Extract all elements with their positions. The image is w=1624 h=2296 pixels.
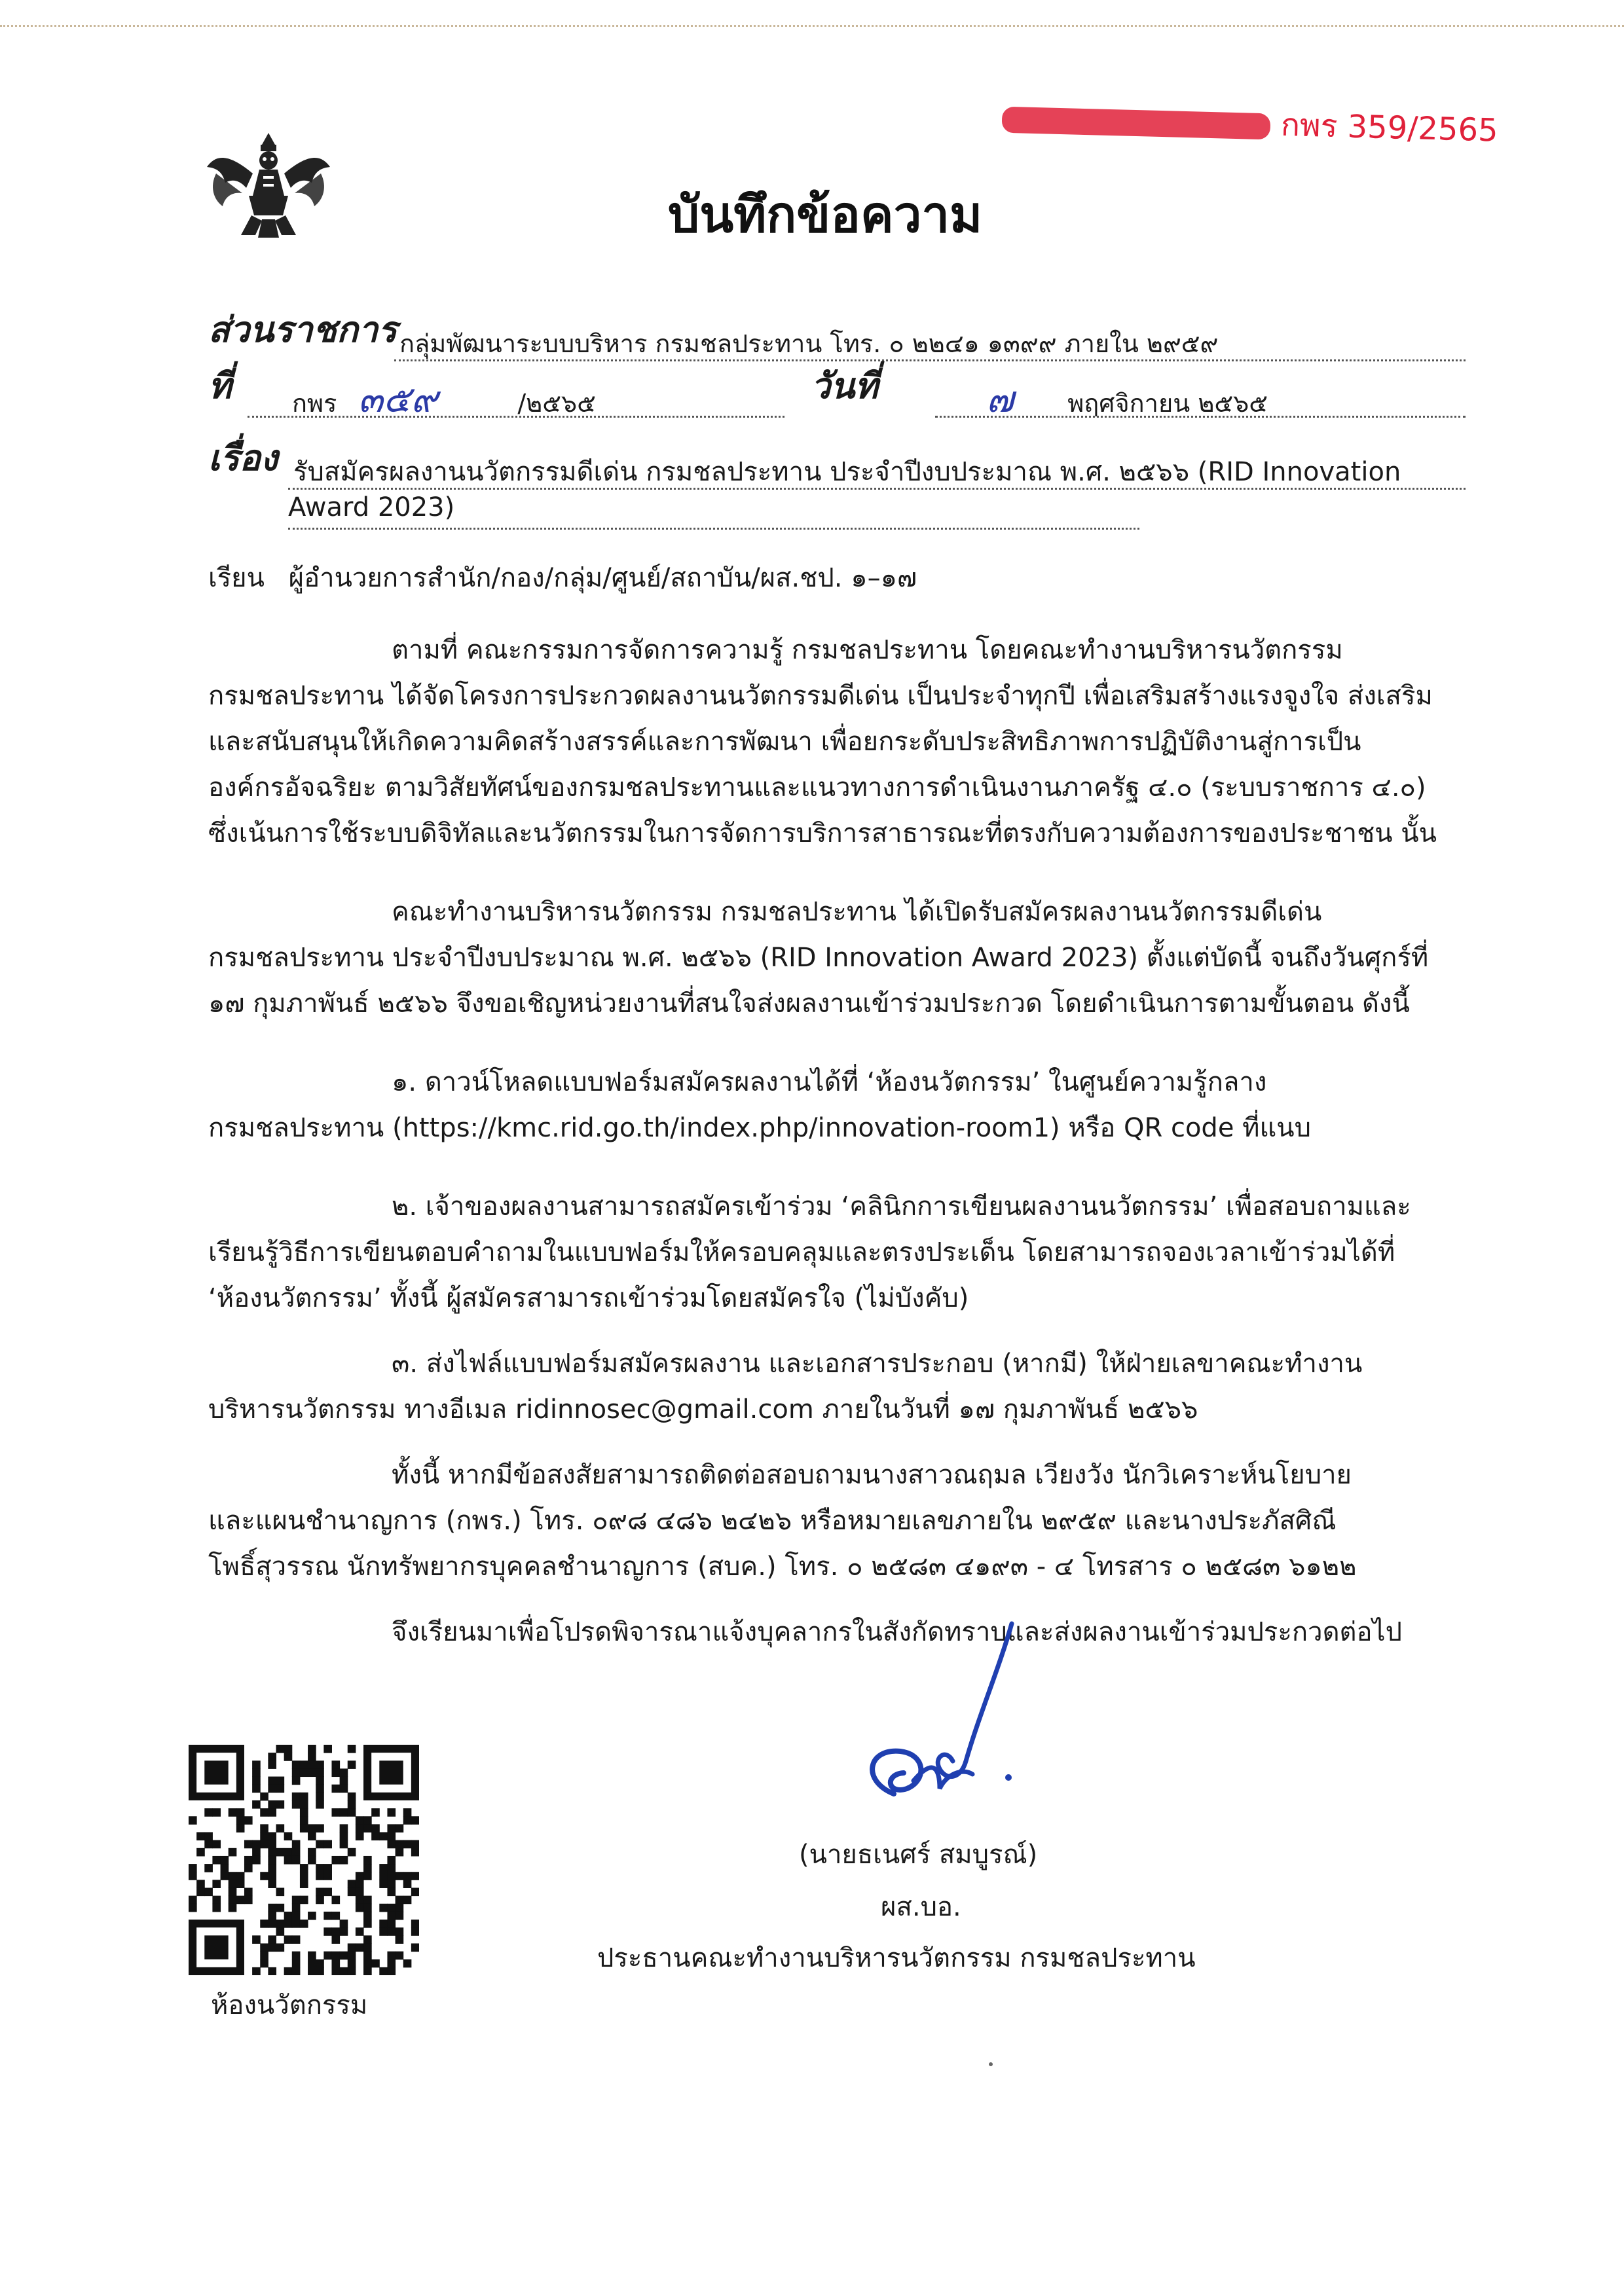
number-label: ที่ [208, 365, 232, 407]
subject-row [208, 437, 1466, 490]
signature-icon [848, 1617, 1044, 1827]
top-dotted-rule [0, 25, 1624, 27]
qr-code-icon [189, 1745, 419, 1975]
signer-position: ผส.บอ. [881, 1892, 961, 1922]
paragraph-line: ๒. เจ้าของผลงานสามารถสมัครเข้าร่วม ‘คลินิกการเขียนผลงานนวัตกรรม’ เพื่อสอบถามและ [392, 1192, 1411, 1222]
stamp-blot [1002, 107, 1271, 140]
date-value [935, 378, 1466, 421]
salutation-recipient: ผู้อำนวยการสำนัก/กอง/กลุ่ม/ศูนย์/สถาบัน/ผส.ชป. ๑–๑๗ [288, 563, 917, 593]
step-2-clinic [208, 1184, 1411, 1321]
paragraph-background [208, 627, 1437, 856]
document-number-row [208, 365, 1466, 421]
paragraph-line: กรมชลประทาน (https://kmc.rid.go.th/index.php/innovation-room1) หรือ QR code ที่แนบ [208, 1113, 1312, 1143]
paragraph-line: จึงเรียนมาเพื่อโปรดพิจารณาแจ้งบุคลากรในสังกัดทราบและส่งผลงานเข้าร่วมประกวดต่อไป [392, 1617, 1403, 1647]
salutation [208, 555, 917, 601]
paragraph-line: ๑๗ กุมภาพันธ์ ๒๕๖๖ จึงขอเชิญหน่วยงานที่สนใจส่งผลงานเข้าร่วมประกวด โดยดำเนินการตามขั้นตอน ดังนี้ [208, 989, 1410, 1019]
agency-label: ส่วนราชการ [208, 309, 397, 350]
salutation-label: เรียน [208, 563, 265, 593]
number-handwritten: ๓๕๙ [358, 378, 438, 421]
subject-line-1: รับสมัครผลงานนวัตกรรมดีเด่น กรมชลประทาน ประจำปีงบประมาณ พ.ศ. ๒๕๖๖ (RID Innovation [288, 454, 1466, 490]
subject-line-2: Award 2023) [288, 492, 1139, 530]
agency-value: กลุ่มพัฒนาระบบบริหาร กรมชลประทาน โทร. ๐ ๒๒๔๑ ๑๓๙๙ ภายใน ๒๙๕๙ [394, 326, 1466, 361]
paragraph-line: กรมชลประทาน ได้จัดโครงการประกวดผลงานนวัตกรรมดีเด่น เป็นประจำทุกปี เพื่อเสริมสร้างแรงจูงใจ ส่งเสริม [208, 681, 1433, 711]
document-title: บันทึกข้อความ [668, 185, 983, 244]
date-month-year: พฤศจิกายน ๒๕๖๕ [1067, 389, 1268, 418]
paragraph-line: เรียนรู้วิธีการเขียนตอบคำถามในแบบฟอร์มให้ครอบคลุมและตรงประเด็น โดยสามารถจองเวลาเข้าร่วมได้ที่ [208, 1237, 1395, 1267]
paragraph-line: ทั้งนี้ หากมีข้อสงสัยสามารถติดต่อสอบถามนางสาวณฤมล เวียงวัง นักวิเคราะห์นโยบาย [392, 1460, 1352, 1490]
subject-label: เรื่อง [208, 437, 278, 479]
paragraph-announcement [208, 889, 1428, 1027]
paragraph-line: กรมชลประทาน ประจำปีงบประมาณ พ.ศ. ๒๕๖๖ (RID Innovation Award 2023) ตั้งแต่บัดนี้ จนถึงวันศุกร์ที่ [208, 943, 1429, 973]
signer-role: ประธานคณะทำงานบริหารนวัตกรรม กรมชลประทาน [597, 1943, 1196, 1973]
qr-code [189, 1745, 419, 1975]
date-day-handwritten: ๗ [986, 378, 1014, 421]
closing-sentence [208, 1609, 1402, 1655]
paragraph-line: องค์กรอัจฉริยะ ตามวิสัยทัศน์ของกรมชลประทานและแนวทางการดำเนินงานภาครัฐ ๔.๐ (ระบบราชการ ๔.๐) [208, 773, 1426, 803]
number-value [248, 378, 784, 421]
paragraph-line: ‘ห้องนวัตกรรม’ ทั้งนี้ ผู้สมัครสามารถเข้าร่วมโดยสมัครใจ (ไม่บังคับ) [208, 1283, 969, 1313]
step-3-submit [208, 1341, 1362, 1432]
paragraph-line: บริหารนวัตกรรม ทางอีเมล ridinnosec@gmail.com ภายในวันที่ ๑๗ กุมภาพันธ์ ๒๕๖๖ [208, 1394, 1198, 1425]
paragraph-line: ซึ่งเน้นการใช้ระบบดิจิทัลและนวัตกรรมในการจัดการบริการสาธารณะที่ตรงกับความต้องการของประชาชน นั้น [208, 818, 1437, 848]
paragraph-line: และสนับสนุนให้เกิดความคิดสร้างสรรค์และการพัฒนา เพื่อยกระดับประสิทธิภาพการปฏิบัติงานสู่การเป็น [208, 727, 1361, 757]
qr-caption: ห้องนวัตกรรม [211, 1990, 368, 2020]
number-suffix: /๒๕๖๕ [517, 389, 596, 418]
paragraph-line: คณะทำงานบริหารนวัตกรรม กรมชลประทาน ได้เปิดรับสมัครผลงานนวัตกรรมดีเด่น [392, 897, 1322, 927]
paragraph-contact [208, 1452, 1357, 1590]
paragraph-line: ๓. ส่งไฟล์แบบฟอร์มสมัครผลงาน และเอกสารประกอบ (หากมี) ให้ฝ่ายเลขาคณะทำงาน [392, 1349, 1363, 1379]
signer-name: (นายธเนศร์ สมบูรณ์) [799, 1840, 1038, 1870]
stamp-text: กพร 359/2565 [1280, 106, 1499, 149]
paragraph-line: และแผนชำนาญการ (กพร.) โทร. ๐๙๘ ๔๘๖ ๒๔๒๖ หรือหมายเลขภายใน ๒๙๕๙ และนางประภัสศิณี [208, 1506, 1337, 1536]
registration-stamp [1001, 92, 1520, 158]
scan-speck [989, 2062, 993, 2066]
paragraph-line: โพธิ์สุวรรณ นักทรัพยากรบุคคลชำนาญการ (สบค.) โทร. ๐ ๒๕๘๓ ๔๑๙๓ - ๔ โทรสาร ๐ ๒๕๘๓ ๖๑๒๒ [208, 1552, 1357, 1582]
number-prefix: กพร [292, 389, 337, 418]
paragraph-line: ๑. ดาวน์โหลดแบบฟอร์มสมัครผลงานได้ที่ ‘ห้องนวัตกรรม’ ในศูนย์ความรู้กลาง [392, 1067, 1267, 1097]
step-1-download [208, 1059, 1311, 1151]
date-label: วันที่ [811, 365, 878, 407]
garuda-emblem-icon [203, 128, 334, 246]
agency-row [208, 309, 1466, 361]
paragraph-line: ตามที่ คณะกรรมการจัดการความรู้ กรมชลประทาน โดยคณะทำงานบริหารนวัตกรรม [392, 635, 1343, 665]
